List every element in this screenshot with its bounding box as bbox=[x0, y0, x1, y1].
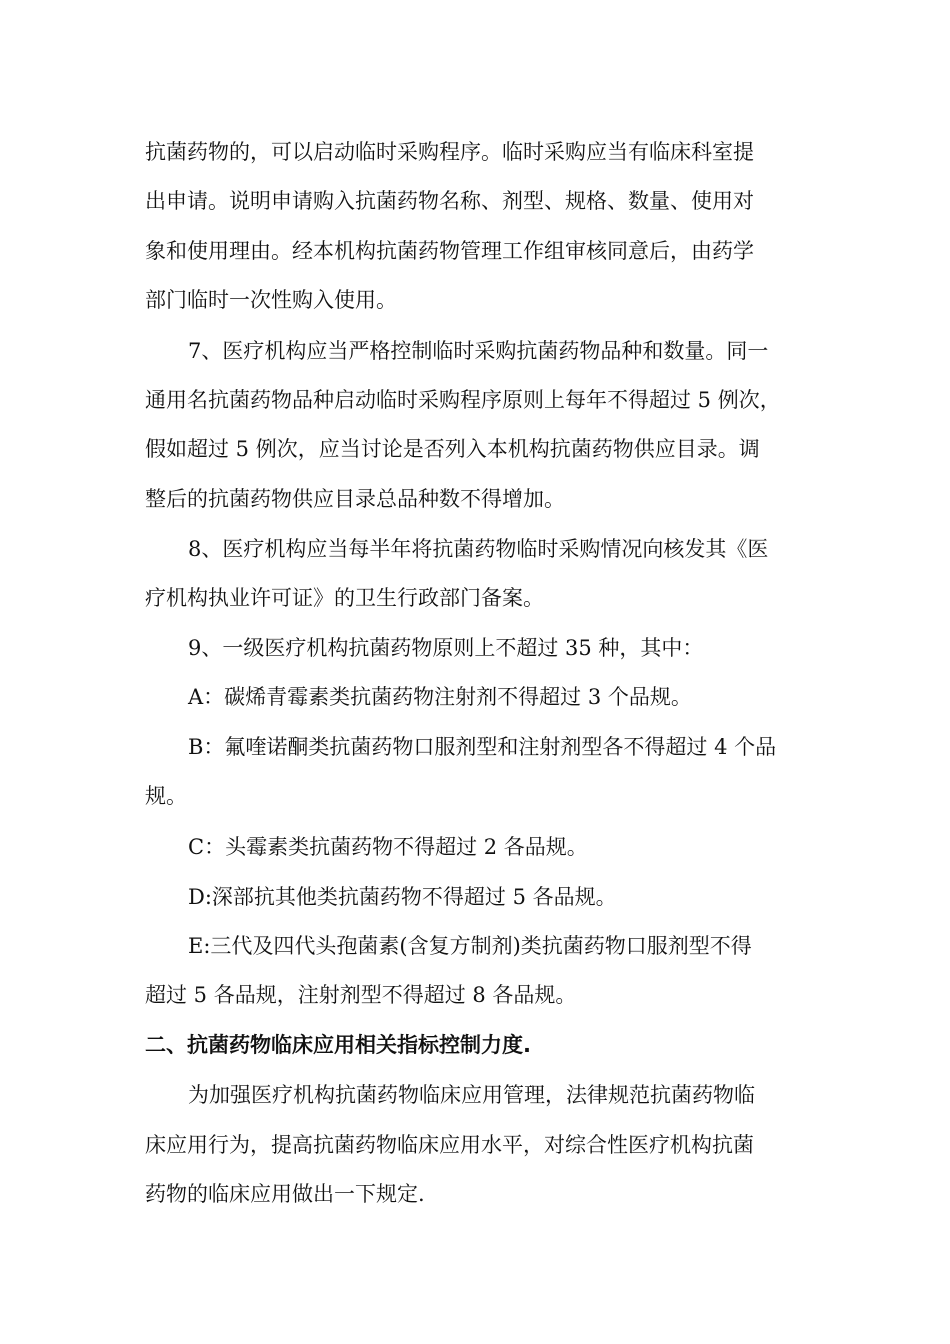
paragraph-line: 部门临时一次性购入使用。 bbox=[145, 288, 397, 312]
paragraph-line: 抗菌药物的，可以启动临时采购程序。临时采购应当有临床科室提 bbox=[145, 140, 754, 164]
list-item-b: B：氟喹诺酮类抗菌药物口服剂型和注射剂型各不得超过 4 个品 bbox=[188, 735, 777, 759]
paragraph-line: 整后的抗菌药物供应目录总品种数不得增加。 bbox=[145, 487, 565, 511]
paragraph-line: 规。 bbox=[145, 784, 187, 808]
list-item-c: C：头霉素类抗菌药物不得超过 2 各品规。 bbox=[188, 835, 588, 859]
paragraph-line: 7、医疗机构应当严格控制临时采购抗菌药物品种和数量。同一 bbox=[188, 339, 769, 363]
paragraph-line: 疗机构执业许可证》的卫生行政部门备案。 bbox=[145, 586, 544, 610]
paragraph-line: 药物的临床应用做出一下规定. bbox=[145, 1182, 425, 1206]
paragraph-line: 通用名抗菌药物品种启动临时采购程序原则上每年不得超过 5 例次， bbox=[145, 388, 781, 412]
section-heading: 二、抗菌药物临床应用相关指标控制力度. bbox=[145, 1033, 531, 1057]
paragraph-line: 出申请。说明申请购入抗菌药物名称、剂型、规格、数量、使用对 bbox=[145, 189, 754, 213]
paragraph-line: 为加强医疗机构抗菌药物临床应用管理，法律规范抗菌药物临 bbox=[188, 1083, 755, 1107]
paragraph-line: 8、医疗机构应当每半年将抗菌药物临时采购情况向核发其《医 bbox=[188, 537, 769, 561]
paragraph-line: 假如超过 5 例次，应当讨论是否列入本机构抗菌药物供应目录。调 bbox=[145, 437, 760, 461]
paragraph-line: 床应用行为，提高抗菌药物临床应用水平，对综合性医疗机构抗菌 bbox=[145, 1133, 754, 1157]
list-item-e: E:三代及四代头孢菌素(含复方制剂)类抗菌药物口服剂型不得 bbox=[188, 934, 752, 958]
paragraph-line: 9、一级医疗机构抗菌药物原则上不超过 35 种，其中： bbox=[188, 636, 704, 660]
paragraph-line: 象和使用理由。经本机构抗菌药物管理工作组审核同意后，由药学 bbox=[145, 239, 754, 263]
paragraph-line: 超过 5 各品规，注射剂型不得超过 8 各品规。 bbox=[145, 983, 577, 1007]
list-item-d: D:深部抗其他类抗菌药物不得超过 5 各品规。 bbox=[188, 885, 617, 909]
list-item-a: A：碳烯青霉素类抗菌药物注射剂不得超过 3 个品规。 bbox=[188, 685, 692, 709]
